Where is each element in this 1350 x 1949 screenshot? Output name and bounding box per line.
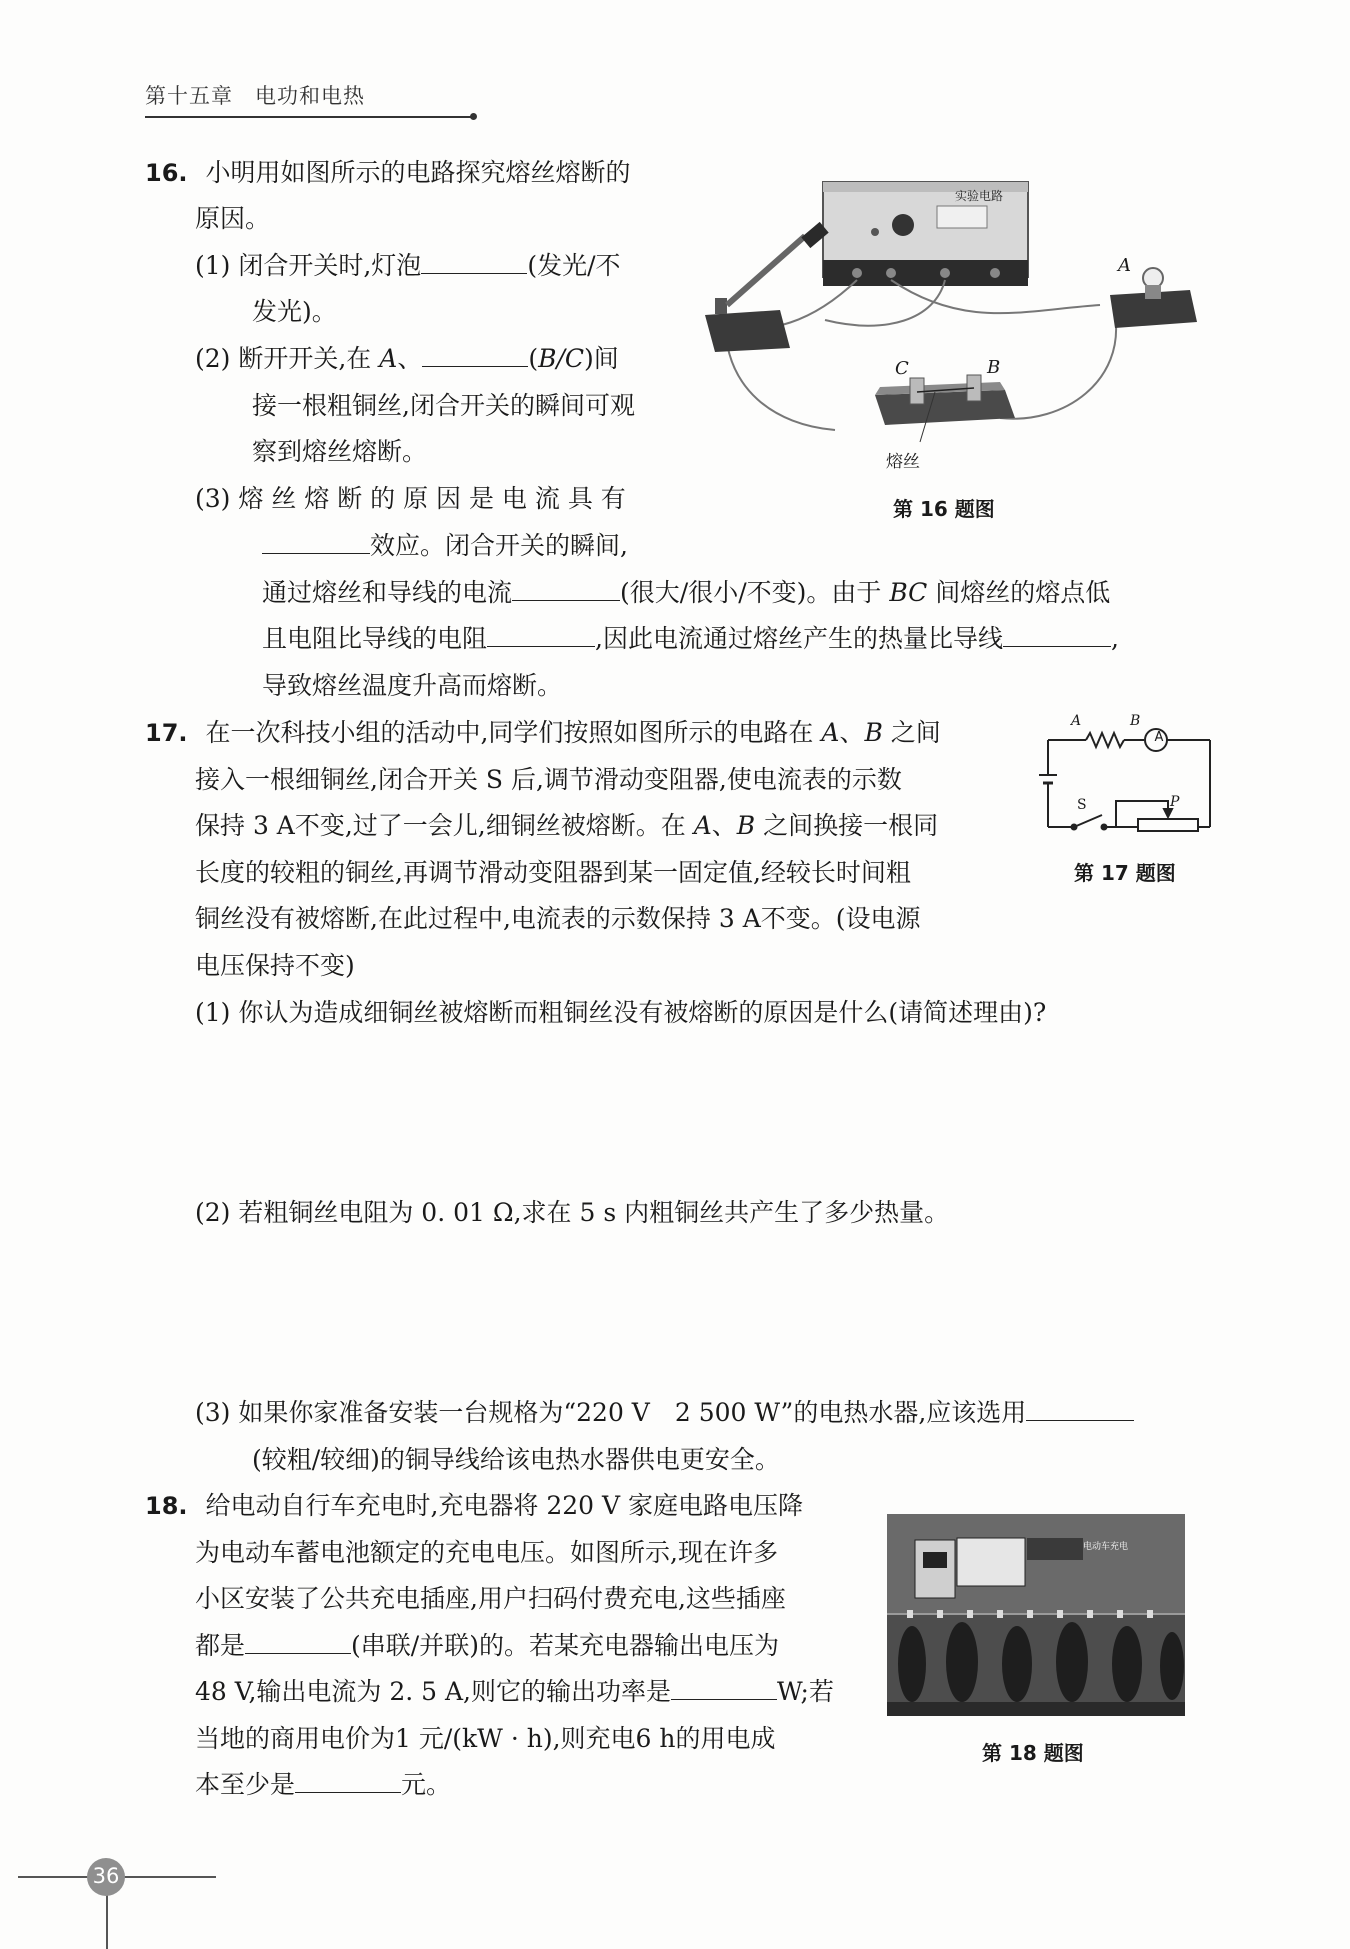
q17-label-A: A [1071,713,1082,729]
q16-blank-3[interactable] [262,531,370,554]
page-number-rule-vertical [106,1895,108,1949]
q17-label-B: B [1130,713,1141,729]
q16-blank-4[interactable] [512,578,620,601]
q16-fuse-label: 熔丝 [886,452,920,472]
q18-stem-line-5: 48 V,输出电流为 2. 5 A,则它的输出功率是 W;若 [195,1677,834,1706]
q16-device-label: 实验电路 [955,189,1004,203]
q16-figure-caption: 第 16 题图 [893,497,995,521]
q16-part3-line-1: (3) 熔 丝 熔 断 的 原 因 是 电 流 具 有 [195,484,626,513]
q16-part1-line-2: 发光)。 [252,297,337,326]
q18-blank-1[interactable] [245,1631,351,1654]
page-number: 36 [92,1864,120,1888]
q18-number: 18. [145,1492,188,1520]
q17-ammeter-symbol: A [1154,730,1164,745]
q18-stem-line-3: 小区安装了公共充电插座,用户扫码付费充电,这些插座 [195,1584,786,1613]
q16-part3-line-5: 导致熔丝温度升高而熔断。 [262,671,563,700]
q16-part3-line-2: 效应。闭合开关的瞬间, [262,529,628,563]
q18-stem-line-6: 当地的商用电价为1 元/(kW · h),则充电6 h的用电成 [195,1724,776,1753]
q17-part2: (2) 若粗铜丝电阻为 0. 01 Ω,求在 5 s 内粗铜丝共产生了多少热量。 [195,1198,950,1227]
header-rule-dot [470,113,477,120]
q16-label-A: A [1118,255,1131,276]
q17-number: 17. [145,719,188,747]
q17-part3-line-2: (较粗/较细)的铜导线给该电热水器供电更安全。 [252,1445,780,1474]
q18-stem-line-1: 18. 给电动自行车充电时,充电器将 220 V 家庭电路电压降 [145,1491,804,1520]
q16-part2-line-1: (2) 断开开关,在 A、 (B/C)间 [195,344,619,373]
q16-number: 16. [145,159,188,187]
q16-part1-line-1: (1) 闭合开关时,灯泡 (发光/不 [195,251,621,280]
q16-stem-line-2: 原因。 [195,204,271,233]
q16-part2-line-2: 接一根粗铜丝,闭合开关的瞬间可观 [252,391,635,420]
q18-figure-caption: 第 18 题图 [982,1741,1084,1765]
q17-figure-caption: 第 17 题图 [1074,861,1176,885]
q17-stem-line-6: 电压保持不变) [195,951,355,980]
q16-part2-line-3: 察到熔丝熔断。 [252,437,428,466]
q17-stem-line-1: 17. 在一次科技小组的活动中,同学们按照如图所示的电路在 A、B 之间 [145,718,941,747]
q16-blank-6[interactable] [1003,624,1111,647]
q17-figure-circuit-diagram [1038,715,1220,835]
q17-label-S: S [1077,797,1087,813]
q16-stem-line-1: 16. 小明用如图所示的电路探究熔丝熔断的 [145,158,631,187]
q16-part3-line-4: 且电阻比导线的电阻 ,因此电流通过熔丝产生的热量比导线 , [262,624,1119,653]
q16-blank-5[interactable] [487,624,595,647]
q17-blank-1[interactable] [1026,1398,1134,1421]
q17-part1: (1) 你认为造成细铜丝被熔断而粗铜丝没有被熔断的原因是什么(请简述理由)? [195,998,1047,1027]
q16-blank-2[interactable] [422,344,528,367]
q17-stem-line-3: 保持 3 A不变,过了一会儿,细铜丝被熔断。在 A、B 之间换接一根同 [195,811,939,840]
header-rule [145,116,473,118]
q16-figure-circuit-photo [705,170,1225,490]
q18-sign-label: 电动车充电 [1083,1542,1129,1552]
q17-stem-line-4: 长度的较粗的铜丝,再调节滑动变阻器到某一固定值,经较长时间粗 [195,858,911,887]
chapter-header: 第十五章 电功和电热 [145,84,365,108]
q18-stem-line-2: 为电动车蓄电池额定的充电电压。如图所示,现在许多 [195,1538,778,1567]
q17-part3-line-1: (3) 如果你家准备安装一台规格为“220 V 2 500 W”的电热水器,应该选用 [195,1396,1134,1430]
q18-stem-line-7: 本至少是 元。 [195,1770,452,1799]
q17-stem-line-5: 铜丝没有被熔断,在此过程中,电流表的示数保持 3 A不变。(设电源 [195,904,921,933]
q18-blank-2[interactable] [671,1677,777,1700]
q16-blank-1[interactable] [421,251,527,274]
q18-blank-3[interactable] [295,1770,401,1793]
q18-stem-line-4: 都是 (串联/并联)的。若某充电器输出电压为 [195,1631,779,1660]
q16-label-C: C [895,358,909,379]
q18-figure-charging-photo [887,1514,1185,1716]
q17-stem-line-2: 接入一根细铜丝,闭合开关 S 后,调节滑动变阻器,使电流表的示数 [195,765,902,794]
q17-label-P: P [1170,794,1180,810]
q16-label-B: B [987,357,1001,378]
q16-part3-line-3: 通过熔丝和导线的电流 (很大/很小/不变)。由于 BC 间熔丝的熔点低 [262,578,1111,607]
